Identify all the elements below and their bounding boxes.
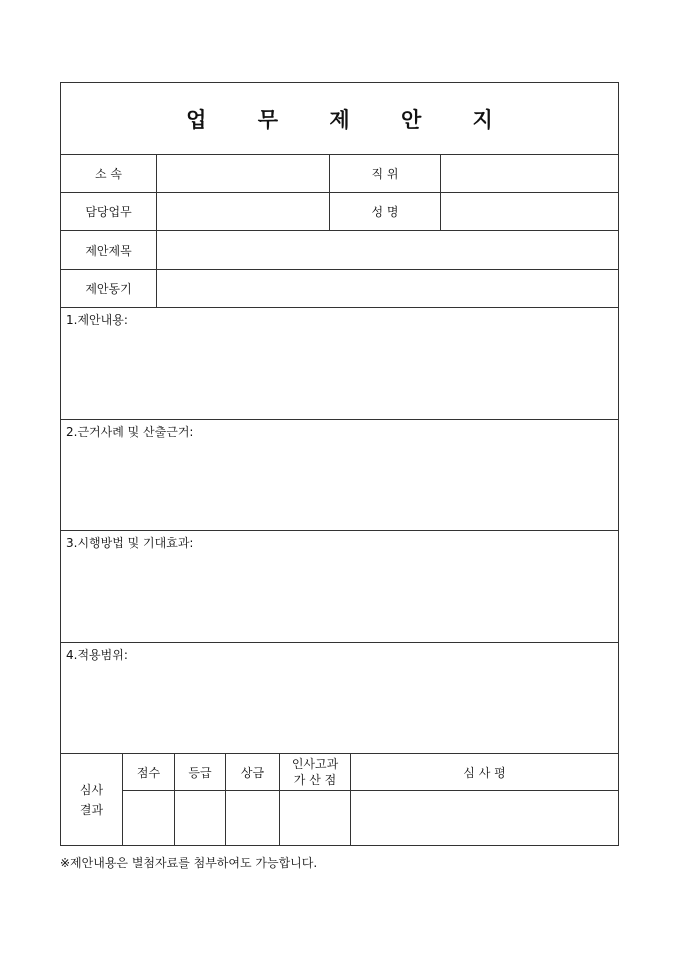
hr-bonus-field[interactable] bbox=[280, 791, 350, 845]
proposal-form bbox=[60, 82, 619, 846]
proposal-title-field[interactable] bbox=[157, 231, 618, 269]
footer-note: ※제안내용은 별첨자료를 첨부하여도 가능합니다. bbox=[60, 856, 318, 870]
section-label: 4.적용범위: bbox=[66, 648, 128, 662]
section-label: 3.시행방법 및 기대효과: bbox=[66, 536, 194, 550]
proposal-motive-field[interactable] bbox=[157, 270, 618, 307]
review-comment-header: 심 사 평 bbox=[463, 765, 506, 780]
grade-field[interactable] bbox=[175, 791, 225, 845]
name-label: 성 명 bbox=[371, 205, 399, 219]
score-header: 점수 bbox=[136, 765, 161, 780]
name-field[interactable] bbox=[441, 193, 618, 230]
form-title: 업 무 제 안 지 bbox=[186, 106, 515, 132]
affiliation-field[interactable] bbox=[157, 155, 329, 192]
review-comment-field[interactable] bbox=[351, 791, 618, 845]
section-evidence[interactable] bbox=[61, 420, 618, 530]
hr-bonus-header bbox=[280, 754, 350, 790]
position-label: 직 위 bbox=[371, 167, 399, 181]
section-label: 1.제안내용: bbox=[66, 313, 128, 327]
review-label-line1: 심사 bbox=[79, 782, 104, 797]
duty-field[interactable] bbox=[157, 193, 329, 230]
review-label-line2: 결과 bbox=[79, 802, 104, 817]
section-proposal-content[interactable] bbox=[61, 308, 618, 419]
prize-field[interactable] bbox=[226, 791, 279, 845]
review-result-label bbox=[61, 754, 122, 845]
section-implementation[interactable] bbox=[61, 531, 618, 642]
score-field[interactable] bbox=[123, 791, 174, 845]
hr-bonus-line2: 가 산 점 bbox=[293, 773, 337, 787]
section-label: 2.근거사례 및 산출근거: bbox=[66, 425, 194, 439]
duty-label: 담당업무 bbox=[85, 205, 132, 219]
hr-bonus-line1: 인사고과 bbox=[291, 757, 339, 771]
proposal-title-label: 제안제목 bbox=[85, 243, 132, 258]
section-scope[interactable] bbox=[61, 643, 618, 753]
affiliation-label: 소 속 bbox=[95, 167, 122, 181]
grade-header: 등급 bbox=[188, 765, 212, 780]
position-field[interactable] bbox=[441, 155, 618, 192]
prize-header: 상금 bbox=[240, 765, 265, 780]
proposal-motive-label: 제안동기 bbox=[85, 282, 132, 296]
